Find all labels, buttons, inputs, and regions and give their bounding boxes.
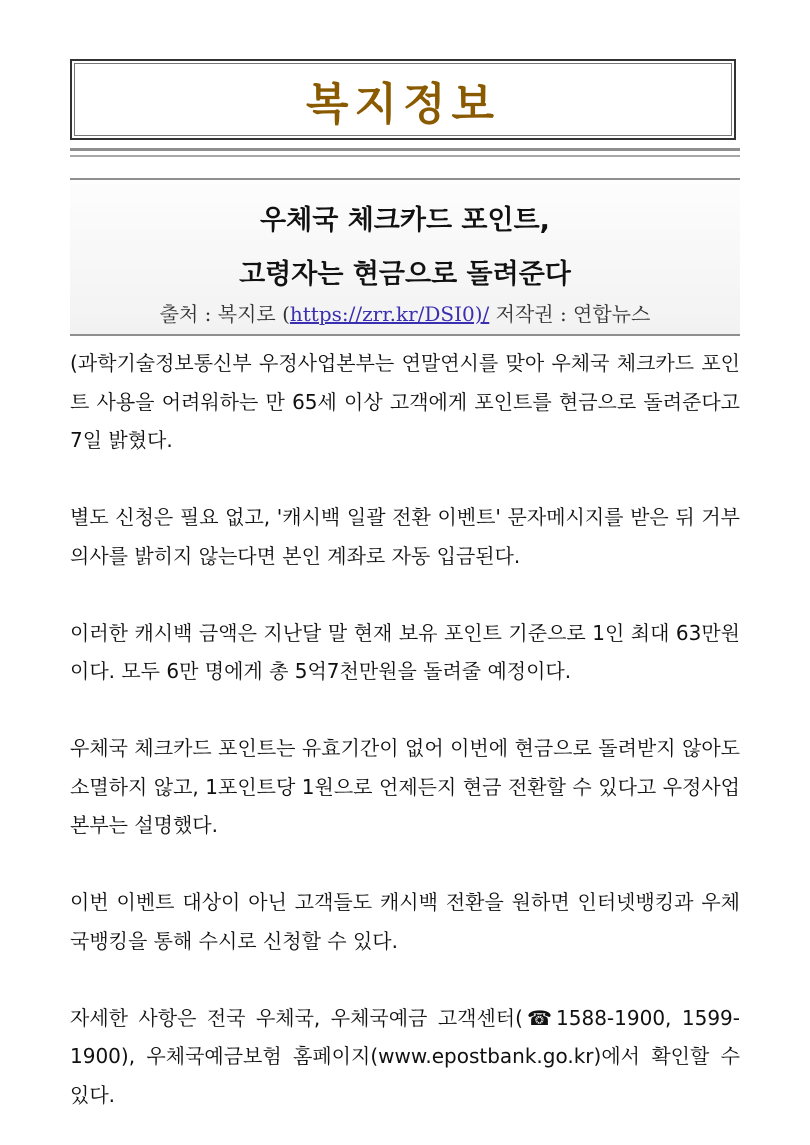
source-prefix: 출처 : 복지로 ( [159,302,290,326]
source-link[interactable]: https://zrr.kr/DSI0)/ [289,302,490,326]
divider-rule [70,148,740,151]
article-title-line-2: 고령자는 현금으로 돌려준다 [239,259,571,290]
source-line [70,298,740,327]
source-suffix: 저작권 : 연합뉴스 [489,302,651,326]
article-body [70,344,740,1114]
article-paragraph: 이러한 캐시백 금액은 지난달 말 현재 보유 포인트 기준으로 1인 최대 63만원이다. 모두 6만 명에게 총 5억7천만원을 돌려줄 예정이다. [70,620,740,683]
divider-rule [70,155,740,157]
header-title-box [70,59,736,140]
article-title-line-1: 우체국 체크카드 포인트, [260,205,550,236]
article-paragraph: 자세한 사항은 전국 우체국, 우체국예금 고객센터(☎1588-1900, 1599-1900), 우체국예금보험 홈페이지(www.epostbank.go.kr)에서 확인할 수 있다. [70,1005,740,1107]
article-paragraph: 별도 신청은 필요 없고, '캐시백 일괄 전환 이벤트' 문자메시지를 받은 뒤 거부 의사를 밝히지 않는다면 본인 계좌로 자동 입금된다. [70,505,740,568]
article-paragraph: (과학기술정보통신부 우정사업본부는 연말연시를 맞아 우체국 체크카드 포인트 사용을 어려워하는 만 65세 이상 고객에게 포인트를 현금으로 돌려준다고 7일 밝혔다. [70,351,740,452]
article-paragraph: 우체국 체크카드 포인트는 유효기간이 없어 이번에 현금으로 돌려받지 않아도 소멸하지 않고, 1포인트당 1원으로 언제든지 현금 전환할 수 있다고 우정사업본부는 설명했다. [70,736,740,837]
page-title: 복지정보 [305,78,500,130]
article-paragraph: 이번 이벤트 대상이 아닌 고객들도 캐시백 전환을 원하면 인터넷뱅킹과 우체국뱅킹을 통해 수시로 신청할 수 있다. [70,890,740,953]
article-header-band [70,178,740,336]
